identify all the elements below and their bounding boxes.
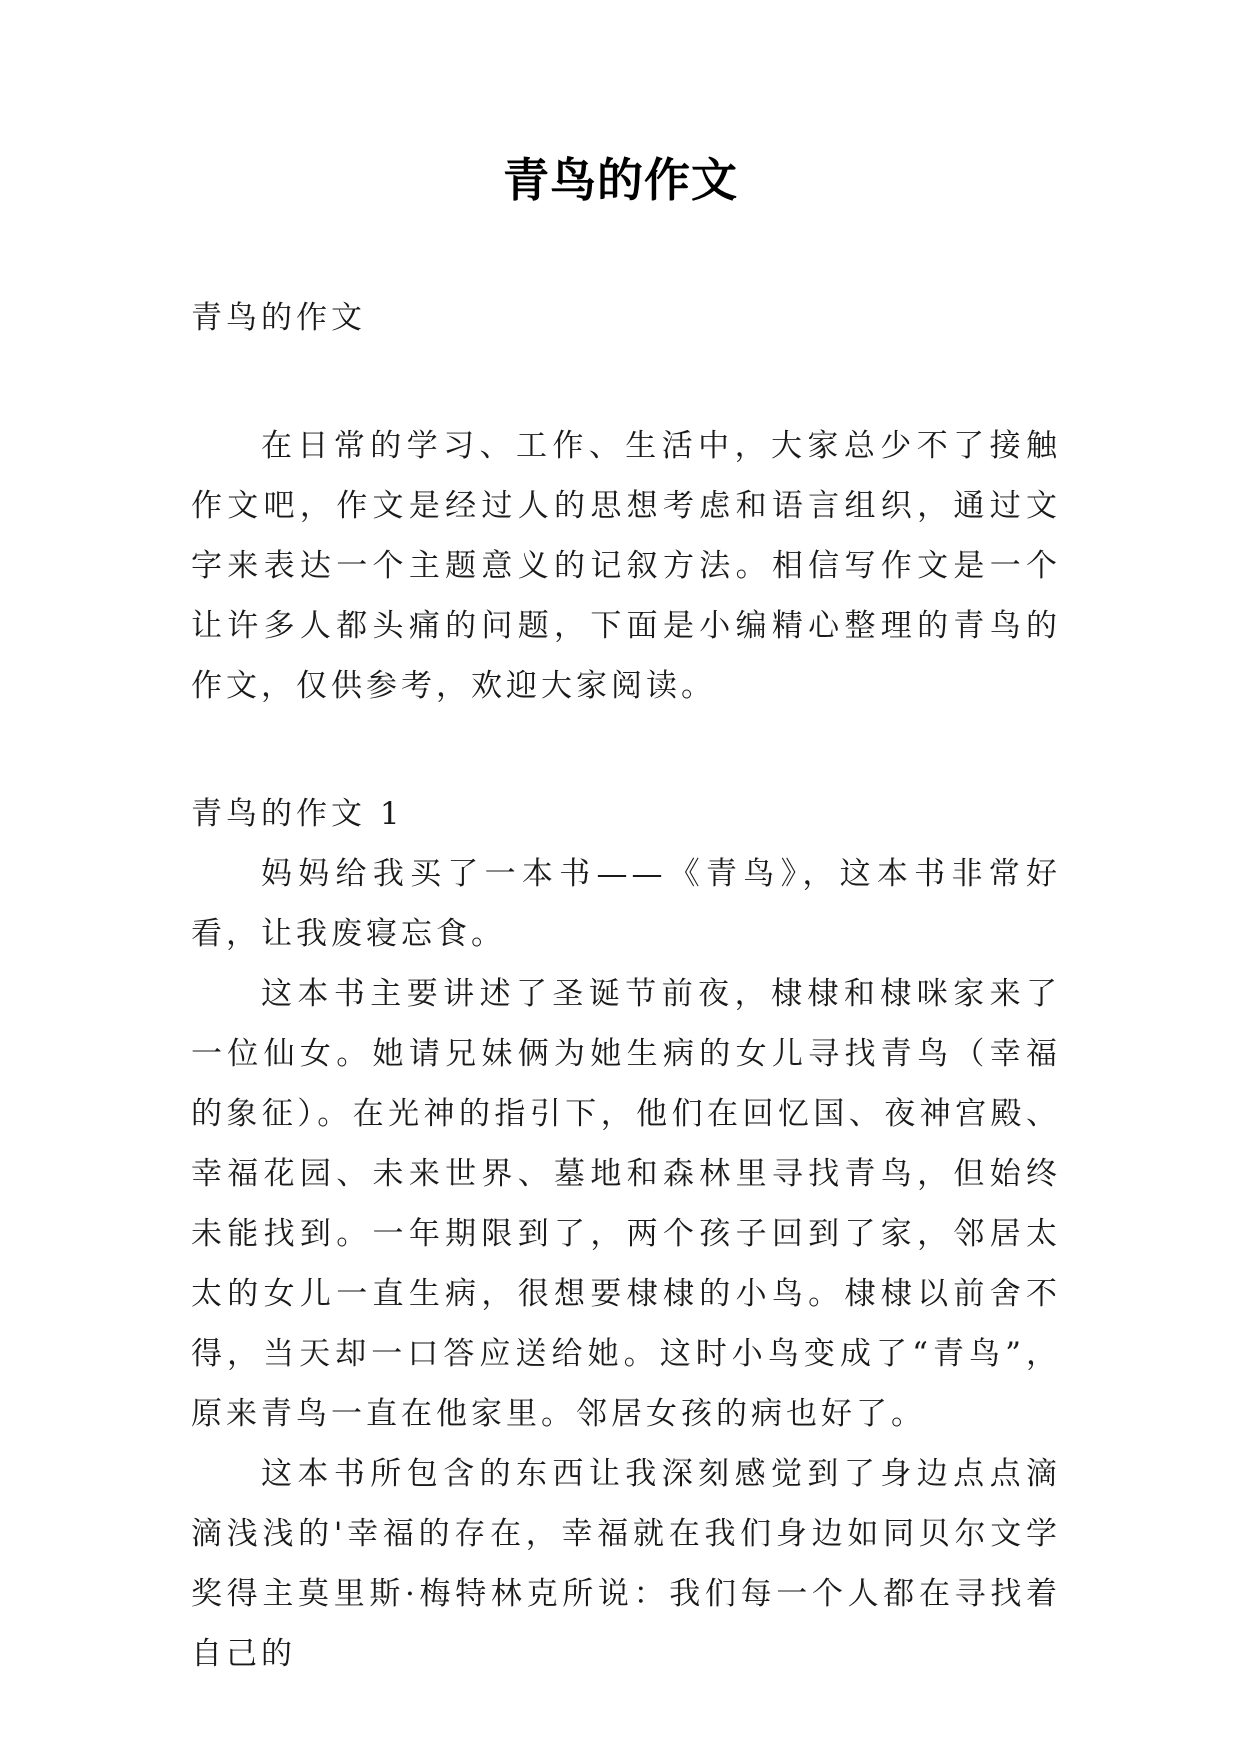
document-title: 青鸟的作文 (503, 153, 738, 207)
intro-paragraph: 在日常的学习、工作、生活中，大家总少不了接触作文吧，作文是经过人的思想考虑和语言组织，通过文字来表达一个主题意义的记叙方法。相信写作文是一个让许多人都头痛的问题，下面是小编精心整理的青鸟的作文，仅供参考，欢迎大家阅读。 (191, 428, 1061, 704)
body-paragraph: 妈妈给我买了一本书——《青鸟》，这本书非常好看，让我废寝忘食。 (191, 856, 1061, 952)
spacer (191, 348, 1061, 416)
body-paragraph: 这本书所包含的东西让我深刻感觉到了身边点点滴滴浅浅的'幸福的存在，幸福就在我们身边如同贝尔文学奖得主莫里斯·梅特林克所说：我们每一个人都在寻找着自己的 (191, 1456, 1061, 1672)
document-subtitle: 青鸟的作文 (191, 300, 366, 336)
section-heading: 青鸟的作文 1 (191, 796, 404, 832)
spacer (191, 716, 1061, 784)
body-paragraph: 这本书主要讲述了圣诞节前夜，棣棣和棣咪家来了一位仙女。她请兄妹俩为她生病的女儿寻找青鸟（幸福的象征）。在光神的指引下，他们在回忆国、夜神宫殿、幸福花园、未来世界、墓地和森林里寻找青鸟，但始终未能找到。一年期限到了，两个孩子回到了家，邻居太太的女儿一直生病，很想要棣棣的小鸟。棣棣以前舍不得，当天却一口答应送给她。这时小鸟变成了“青鸟”，原来青鸟一直在他家里。邻居女孩的病也好了。 (191, 976, 1061, 1432)
document-body (191, 288, 1061, 1684)
